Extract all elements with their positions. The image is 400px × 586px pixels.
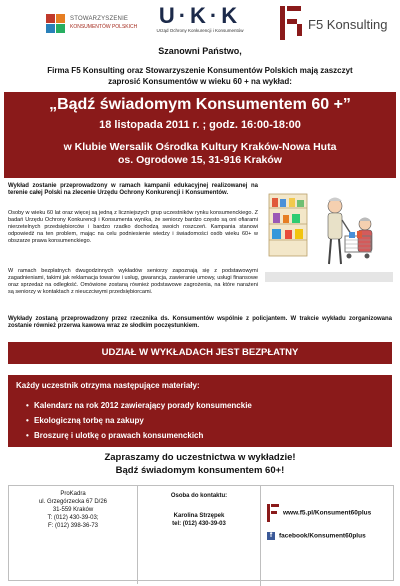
facebook-link[interactable]: facebook/Konsument60plus: [279, 532, 366, 540]
contact-phone: tel: (012) 430-39-03: [172, 521, 226, 527]
event-date: 18 listopada 2011 r. ; godz. 16:00-18:00: [99, 119, 301, 131]
contact-person: [138, 486, 261, 586]
materials-list-item: [26, 428, 252, 443]
materials-list-item: [26, 413, 252, 428]
f5-mark-icon: [280, 6, 302, 40]
materials-list-item: [26, 398, 252, 413]
org-city: 31-559 Kraków: [52, 507, 94, 513]
contact-label: Osoba do kontaktu:: [170, 493, 228, 499]
f5-logo: [280, 6, 400, 40]
org-name: ProKadra: [60, 491, 86, 497]
invitation-line1: Zapraszamy do uczestnictwa w wykładzie!: [104, 452, 296, 463]
lectures-paragraph: W ramach bezpłatnych dwugodzinnych wykładów seniorzy zapoznają się z podstawowymi zagadnieniami, takimi jak reklamacja towarów i usług, gwarancja, zawieranie umowy, usługi finansowe oraz sprzedaż na odległość. Omówione zostaną również podstawowe zagrożenia, na które narażeni są seniorzy w kontaktach z nieuczciwymi przedsiębiorcami.: [8, 268, 258, 295]
skp-name-line1: STOWARZYSZENIE: [70, 16, 129, 22]
materials-list: [26, 398, 252, 443]
organizer-address: [9, 486, 138, 584]
bullet-icon: •: [26, 401, 29, 410]
logo-strip: [0, 4, 400, 40]
contact-footer: [8, 485, 394, 581]
free-participation-banner: UDZIAŁ W WYKŁADACH JEST BEZPŁATNY: [8, 342, 392, 364]
materials-heading: Każdy uczestnik otrzyma następujące materiały:: [16, 381, 200, 390]
material-eco-bag: Ekologiczną torbę na zakupy: [34, 416, 144, 425]
bullet-icon: •: [26, 416, 29, 425]
online-links: [261, 486, 393, 580]
website-row: [267, 504, 371, 522]
material-calendar: Kalendarz na rok 2012 zawierający porady konsumenckie: [34, 401, 252, 410]
org-street: ul. Grzegórzecka 67 D/26: [38, 499, 108, 505]
invitation: [0, 451, 400, 477]
material-brochure: Broszurę i ulotkę o prawach konsumenckich: [34, 431, 204, 440]
facebook-icon: f: [267, 532, 275, 540]
event-banner: [4, 92, 396, 178]
facebook-row: [267, 532, 366, 541]
event-title: „Bądź świadomym Konsumentem 60 +”: [49, 96, 351, 113]
venue-line2: os. Ogrodowe 15, 31-916 Kraków: [118, 154, 282, 166]
org-fax: F: (012) 398-36-73: [47, 523, 99, 529]
invitation-line2: Bądź świadomym konsumentem 60+!: [115, 465, 285, 476]
skp-name-line2: KONSUMENTÓW POLSKICH: [70, 24, 138, 30]
website-link[interactable]: www.f5.pl/Konsument60plus: [283, 509, 372, 517]
contact-name: Karolina Strzępek: [173, 513, 225, 519]
org-phone: T: (012) 430-39-03;: [47, 515, 99, 521]
speakers-paragraph: Wykłady zostaną przeprowadzony przez rzecznika ds. Konsumentów wspólnie z policjantem. W trakcie wykładu zorganizowana zostanie również przerwa kawowa wraz ze słodkim poczęstunkiem.: [8, 316, 392, 329]
ukk-mark: U·K·K: [158, 3, 242, 28]
bullet-icon: •: [26, 431, 29, 440]
ukk-logo: [152, 4, 248, 40]
event-venue: [4, 141, 396, 167]
shopping-seniors-illustration: [265, 186, 393, 282]
f5-name: F5 Konsulting: [308, 17, 388, 32]
materials-box: [8, 375, 392, 447]
greeting: Szanowni Państwo,: [158, 46, 242, 56]
campaign-paragraph: Wykład zostanie przeprowadzony w ramach kampanii edukacyjnej realizowanej na terenie całej Polski na zlecenie Urzędu Ochrony Konkurencji i Konsumentów.: [8, 183, 258, 196]
ukk-subtitle: Urząd Ochrony Konkurencji i Konsumentów: [156, 28, 244, 33]
f5-small-icon: [267, 504, 279, 522]
venue-line1: w Klubie Wersalik Ośrodka Kultury Kraków-Nowa Huta: [63, 141, 337, 153]
skp-logo: [44, 10, 144, 40]
intro-text: Firma F5 Konsulting oraz Stowarzyszenie Konsumentów Polskich mają zaszczyt zaprosić Konsumentów w wieku 60 + na wykład:: [47, 66, 353, 86]
seniors-paragraph: Osoby w wieku 60 lat oraz więcej są jedną z liczniejszych grup uczestników rynku konsumenckiego. Z badań Urzędu Ochrony Konkurencji i Konsumenta wynika, że seniorzy bardzo często są oni ofiarami nierzetelnych przedsiębiorców i bardzo rzadko dochodzą swoich roszczeń. Kampania stanowi odpowiedź na ten problem, mając na celu podniesienie wiedzy i świadomości osób wieku 60+ w obszarze prawa konsumenckiego.: [8, 210, 258, 244]
